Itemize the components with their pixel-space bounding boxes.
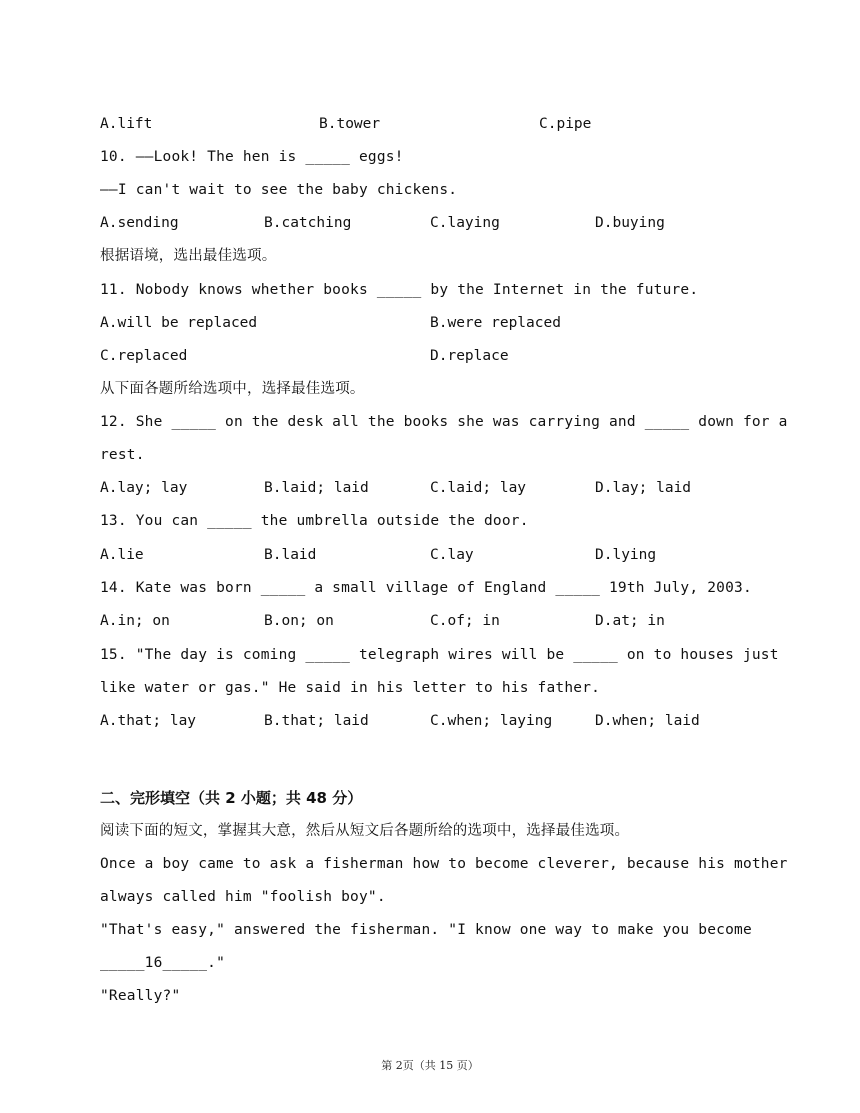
q10-option-b[interactable]: B.catching — [264, 215, 352, 231]
q15-option-b[interactable]: B.that; laid — [264, 713, 369, 729]
q11-option-b[interactable]: B.were replaced — [430, 315, 561, 331]
q15-option-a[interactable]: A.that; lay — [100, 713, 197, 729]
q11-option-a[interactable]: A.will be replaced — [100, 315, 258, 331]
q12-stem: 12. She _____ on the desk all the books she was carrying and _____ down for a — [100, 414, 788, 430]
page-number: 第 2页（共 15 页） — [381, 1059, 479, 1072]
q13-option-c[interactable]: C.lay — [430, 547, 474, 563]
q13-option-a[interactable]: A.lie — [100, 547, 144, 563]
q9-option-c[interactable]: C.pipe — [539, 116, 592, 132]
q10-stem-response: ——I can't wait to see the baby chickens. — [100, 182, 458, 198]
q10-option-d[interactable]: D.buying — [595, 215, 665, 231]
passage-blank-16: _____16_____." — [100, 955, 226, 971]
instruction-choose: 从下面各题所给选项中，选择最佳选项。 — [100, 381, 365, 397]
q14-option-a[interactable]: A.in; on — [100, 613, 170, 629]
q13-option-b[interactable]: B.laid — [264, 547, 317, 563]
q10-option-a[interactable]: A.sending — [100, 215, 179, 231]
q14-option-c[interactable]: C.of; in — [430, 613, 500, 629]
q14-option-b[interactable]: B.on; on — [264, 613, 334, 629]
q13-option-d[interactable]: D.lying — [595, 547, 657, 563]
q12-option-a[interactable]: A.lay; lay — [100, 480, 188, 496]
q11-option-c[interactable]: C.replaced — [100, 348, 188, 364]
q13-stem: 13. You can _____ the umbrella outside the door. — [100, 513, 529, 529]
instruction-context: 根据语境，选出最佳选项。 — [100, 248, 277, 264]
section-instruction: 阅读下面的短文，掌握其大意，然后从短文后各题所给的选项中，选择最佳选项。 — [100, 823, 630, 839]
q15-stem-cont: like water or gas." He said in his letter to his father. — [100, 680, 601, 696]
section-title: 二、完形填空（共 2 小题；共 48 分） — [100, 789, 363, 807]
q14-stem: 14. Kate was born _____ a small village of England _____ 19th July, 2003. — [100, 580, 752, 596]
q10-stem: 10. ——Look! The hen is _____ eggs! — [100, 149, 404, 165]
passage-line: "Really?" — [100, 988, 181, 1004]
q15-option-d[interactable]: D.when; laid — [595, 713, 700, 729]
q15-option-c[interactable]: C.when; laying — [430, 713, 553, 729]
q12-option-d[interactable]: D.lay; laid — [595, 480, 692, 496]
passage-line: "That's easy," answered the fisherman. "I know one way to make you become — [100, 922, 752, 938]
q15-stem: 15. "The day is coming _____ telegraph wires will be _____ on to houses just — [100, 647, 779, 663]
q10-option-c[interactable]: C.laying — [430, 215, 500, 231]
q14-option-d[interactable]: D.at; in — [595, 613, 665, 629]
q11-option-d[interactable]: D.replace — [430, 348, 509, 364]
q11-stem: 11. Nobody knows whether books _____ by the Internet in the future. — [100, 282, 699, 298]
q12-stem-cont: rest. — [100, 447, 145, 463]
passage-line: always called him "foolish boy". — [100, 889, 386, 905]
q12-option-b[interactable]: B.laid; laid — [264, 480, 369, 496]
q12-option-c[interactable]: C.laid; lay — [430, 480, 527, 496]
passage-line: Once a boy came to ask a fisherman how to become cleverer, because his mother — [100, 856, 788, 872]
q9-option-a[interactable]: A.lift — [100, 116, 153, 132]
q9-option-b[interactable]: B.tower — [319, 116, 381, 132]
